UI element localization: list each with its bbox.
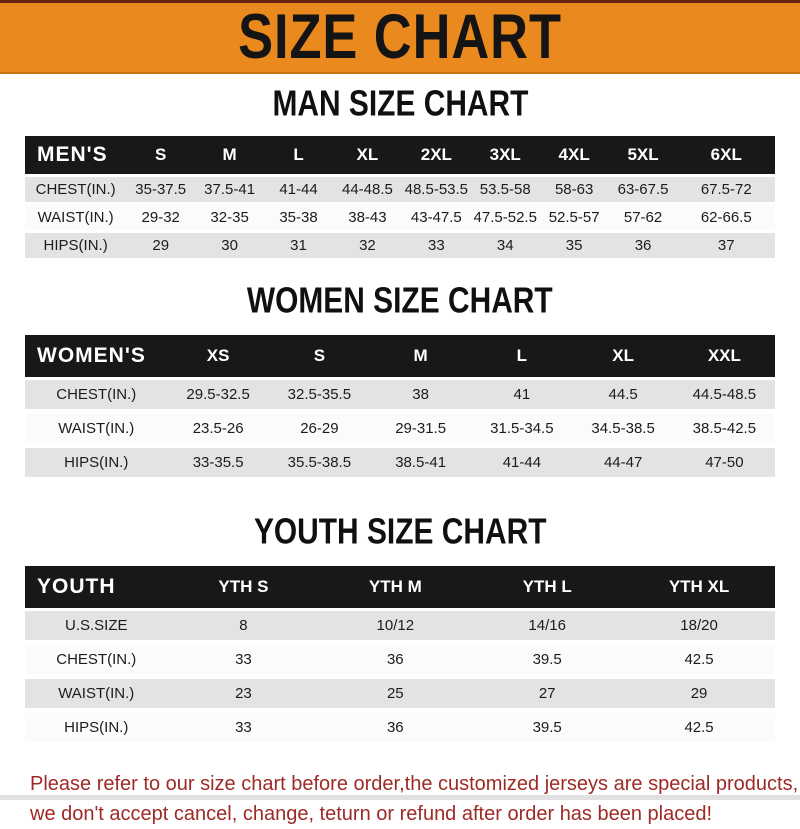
women-size-table — [25, 335, 775, 482]
size-column-header: M — [195, 136, 264, 176]
section-title-men — [0, 86, 800, 122]
size-value-cell: 27 — [471, 677, 623, 711]
size-column-header: 3XL — [471, 136, 540, 176]
table-row — [25, 412, 775, 446]
size-value-cell: 29-32 — [126, 204, 195, 232]
table-corner-label: YOUTH — [25, 566, 168, 610]
size-value-cell: 25 — [319, 677, 471, 711]
table-corner-label: MEN'S — [25, 136, 126, 176]
size-value-cell: 33 — [168, 711, 320, 745]
size-value-cell: 34.5-38.5 — [573, 412, 674, 446]
size-value-cell: 34 — [471, 232, 540, 260]
row-label: U.S.SIZE — [25, 610, 168, 643]
size-value-cell: 35.5-38.5 — [269, 446, 370, 480]
size-value-cell: 29-31.5 — [370, 412, 471, 446]
size-value-cell: 33-35.5 — [168, 446, 269, 480]
size-value-cell: 29.5-32.5 — [168, 379, 269, 412]
table-head — [25, 566, 775, 610]
row-label: WAIST(IN.) — [25, 204, 126, 232]
row-label: WAIST(IN.) — [25, 677, 168, 711]
youth-size-table — [25, 566, 775, 747]
size-value-cell: 33 — [402, 232, 471, 260]
size-value-cell: 29 — [126, 232, 195, 260]
table-head — [25, 136, 775, 176]
table-row — [25, 232, 775, 260]
table-body — [25, 176, 775, 260]
table-row — [25, 379, 775, 412]
size-value-cell: 26-29 — [269, 412, 370, 446]
size-value-cell: 32-35 — [195, 204, 264, 232]
section-title-women — [0, 283, 800, 319]
section-title-youth — [0, 514, 800, 550]
size-header-row — [25, 136, 775, 176]
size-column-header: XL — [573, 335, 674, 379]
size-value-cell: 41-44 — [264, 176, 333, 204]
size-value-cell: 39.5 — [471, 643, 623, 677]
section-title-youth-text: YOUTH SIZE CHART — [253, 512, 547, 552]
size-value-cell: 36 — [319, 711, 471, 745]
size-value-cell: 38.5-41 — [370, 446, 471, 480]
size-value-cell: 37.5-41 — [195, 176, 264, 204]
size-value-cell: 31.5-34.5 — [471, 412, 572, 446]
row-label: HIPS(IN.) — [25, 446, 168, 480]
size-value-cell: 67.5-72 — [678, 176, 776, 204]
size-value-cell: 62-66.5 — [678, 204, 776, 232]
size-column-header: YTH M — [319, 566, 471, 610]
size-value-cell: 44.5-48.5 — [674, 379, 775, 412]
size-column-header: S — [126, 136, 195, 176]
size-value-cell: 52.5-57 — [540, 204, 609, 232]
size-value-cell: 43-47.5 — [402, 204, 471, 232]
bottom-strip — [0, 795, 800, 800]
size-column-header: 2XL — [402, 136, 471, 176]
size-column-header: XL — [333, 136, 402, 176]
size-value-cell: 35-37.5 — [126, 176, 195, 204]
size-value-cell: 44-47 — [573, 446, 674, 480]
table-body — [25, 379, 775, 480]
size-value-cell: 10/12 — [319, 610, 471, 643]
table-row — [25, 610, 775, 643]
banner — [0, 0, 800, 74]
size-value-cell: 14/16 — [471, 610, 623, 643]
table-body — [25, 610, 775, 745]
size-value-cell: 42.5 — [623, 711, 775, 745]
size-value-cell: 33 — [168, 643, 320, 677]
row-label: WAIST(IN.) — [25, 412, 168, 446]
size-value-cell: 30 — [195, 232, 264, 260]
size-column-header: YTH L — [471, 566, 623, 610]
men-size-table — [25, 136, 775, 261]
page-title: SIZE CHART — [238, 1, 562, 73]
size-column-header: L — [471, 335, 572, 379]
size-value-cell: 39.5 — [471, 711, 623, 745]
size-value-cell: 18/20 — [623, 610, 775, 643]
size-value-cell: 58-63 — [540, 176, 609, 204]
size-value-cell: 53.5-58 — [471, 176, 540, 204]
note-line-2: we don't accept cancel, change, teturn or refund after order has been placed! — [30, 803, 713, 825]
size-value-cell: 41 — [471, 379, 572, 412]
table-row — [25, 204, 775, 232]
size-column-header: XS — [168, 335, 269, 379]
size-column-header: XXL — [674, 335, 775, 379]
size-column-header: L — [264, 136, 333, 176]
size-value-cell: 38 — [370, 379, 471, 412]
row-label: HIPS(IN.) — [25, 711, 168, 745]
size-value-cell: 32 — [333, 232, 402, 260]
table-row — [25, 677, 775, 711]
size-value-cell: 41-44 — [471, 446, 572, 480]
table-row — [25, 643, 775, 677]
size-value-cell: 48.5-53.5 — [402, 176, 471, 204]
section-youth — [0, 514, 800, 747]
table-head — [25, 335, 775, 379]
size-value-cell: 31 — [264, 232, 333, 260]
size-value-cell: 38.5-42.5 — [674, 412, 775, 446]
section-men — [0, 86, 800, 261]
size-value-cell: 44-48.5 — [333, 176, 402, 204]
size-column-header: M — [370, 335, 471, 379]
size-column-header: 6XL — [678, 136, 776, 176]
row-label: CHEST(IN.) — [25, 176, 126, 204]
size-column-header: 4XL — [540, 136, 609, 176]
size-value-cell: 35 — [540, 232, 609, 260]
table-row — [25, 711, 775, 745]
size-value-cell: 44.5 — [573, 379, 674, 412]
size-value-cell: 38-43 — [333, 204, 402, 232]
size-value-cell: 8 — [168, 610, 320, 643]
size-value-cell: 36 — [609, 232, 678, 260]
section-title-men-text: MAN SIZE CHART — [272, 84, 528, 124]
size-header-row — [25, 566, 775, 610]
size-column-header: YTH S — [168, 566, 320, 610]
table-row — [25, 446, 775, 480]
size-header-row — [25, 335, 775, 379]
section-women — [0, 283, 800, 482]
size-value-cell: 63-67.5 — [609, 176, 678, 204]
size-value-cell: 47.5-52.5 — [471, 204, 540, 232]
row-label: CHEST(IN.) — [25, 643, 168, 677]
size-value-cell: 47-50 — [674, 446, 775, 480]
size-column-header: YTH XL — [623, 566, 775, 610]
row-label: CHEST(IN.) — [25, 379, 168, 412]
row-label: HIPS(IN.) — [25, 232, 126, 260]
size-value-cell: 57-62 — [609, 204, 678, 232]
size-value-cell: 23 — [168, 677, 320, 711]
size-value-cell: 29 — [623, 677, 775, 711]
table-corner-label: WOMEN'S — [25, 335, 168, 379]
section-title-women-text: WOMEN SIZE CHART — [247, 281, 553, 321]
size-value-cell: 42.5 — [623, 643, 775, 677]
size-column-header: 5XL — [609, 136, 678, 176]
size-value-cell: 36 — [319, 643, 471, 677]
size-value-cell: 23.5-26 — [168, 412, 269, 446]
size-column-header: S — [269, 335, 370, 379]
note-line-1: Please refer to our size chart before order,the customized jerseys are special products, — [30, 773, 799, 795]
size-value-cell: 32.5-35.5 — [269, 379, 370, 412]
size-value-cell: 35-38 — [264, 204, 333, 232]
size-value-cell: 37 — [678, 232, 776, 260]
table-row — [25, 176, 775, 204]
